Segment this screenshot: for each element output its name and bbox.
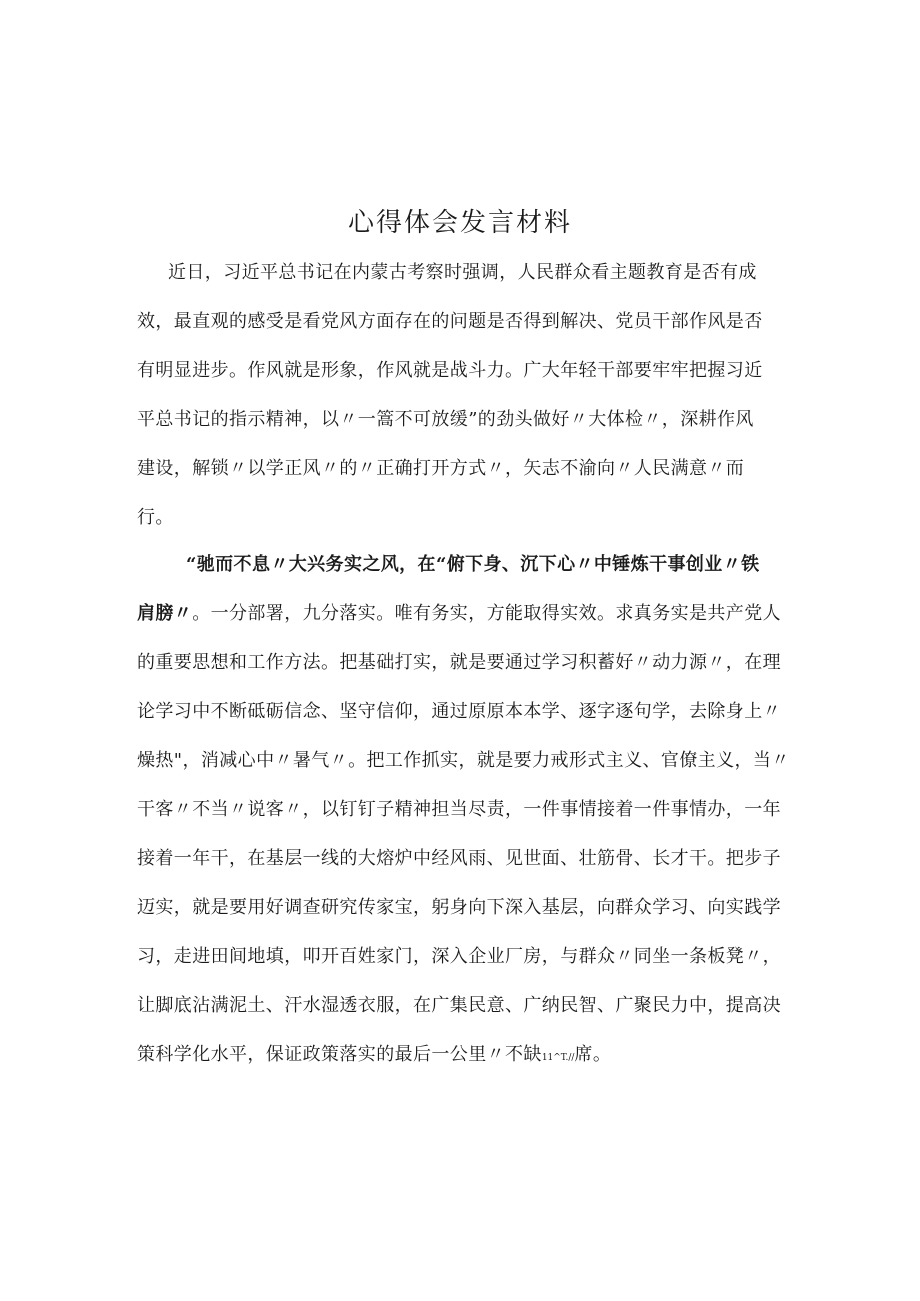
paragraph-1-line-2: 效，最直观的感受是看党风方面存在的问题是否得到解决、党员干部作风是否: [137, 311, 763, 332]
paragraph-2-last-line-b: 席。: [574, 1044, 612, 1065]
paragraph-2-line-3: 的重要思想和工作方法。把基础打实，就是要通过学习积蓄好〃动力源〃，在理: [137, 652, 781, 673]
paragraph-2-line-9: 习，走进田间地填，叩开百姓家门，深入企业厂房，与群众〃同坐一条板凳〃，: [137, 946, 781, 967]
paragraph-2-line-2-rest: 。一分部署，九分落实。唯有务实，方能取得实效。求真务实是共产党人: [192, 603, 781, 624]
paragraph-2-line-6: 干客〃不当〃说客〃，以钉钉子精神担当尽责，一件事情接着一件事情办，一年: [137, 799, 781, 820]
paragraph-1-line-4: 平总书记的指示精神，以〃一篙不可放缓”的劲头做好〃大体检〃，深耕作风: [137, 409, 754, 430]
paragraph-2-heading-line-1: “驰而不息〃大兴务实之风，在“俯下身、沉下心〃中锤炼干事创业〃铁: [186, 554, 760, 575]
paragraph-2-heading-end: 肩膀〃: [137, 603, 193, 624]
paragraph-2-garbled-glyph: 11^T.//: [541, 1053, 575, 1063]
paragraph-2-line-2: [137, 601, 781, 627]
paragraph-2-last-line-a: 策科学化水平，保证政策落实的最后一公里〃不缺: [137, 1044, 542, 1065]
paragraph-1-line-3: 有明显进步。作风就是形象，作风就是战斗力。广大年轻干部要牢牢把握习近: [137, 360, 763, 381]
paragraph-2-line-8: 迈实，就是要用好调查研究传家宝，躬身向下深入基层，向群众学习、向实践学: [137, 897, 781, 918]
paragraph-2-line-7: 接着一年干，在基层一线的大熔炉中经风雨、见世面、壮筋骨、长才干。把步子: [137, 848, 781, 869]
paragraph-2-line-11: [137, 1042, 611, 1068]
paragraph-1-line-6: 行。: [137, 507, 174, 528]
paragraph-1-line-1: 近日，习近平总书记在内蒙古考察时强调，人民群众看主题教育是否有成: [168, 262, 757, 283]
paragraph-2-line-4: 论学习中不断砥砺信念、坚守信仰，通过原原本本学、逐字逐句学，去除身上〃: [137, 701, 781, 722]
paragraph-2-line-5: 燥热"，消减心中〃暑气〃。把工作抓实，就是要力戒形式主义、官僚主义，当〃: [137, 750, 790, 771]
paragraph-1-line-5: 建设，解锁〃以学正风〃的〃正确打开方式〃，矢志不渝向〃人民满意〃而: [137, 458, 745, 479]
paragraph-2-line-10: 让脚底沾满泥土、汗水湿透衣服，在广集民意、广纳民智、广聚民力中，提高决: [137, 995, 781, 1016]
document-title: 心得体会发言材料: [347, 208, 572, 238]
